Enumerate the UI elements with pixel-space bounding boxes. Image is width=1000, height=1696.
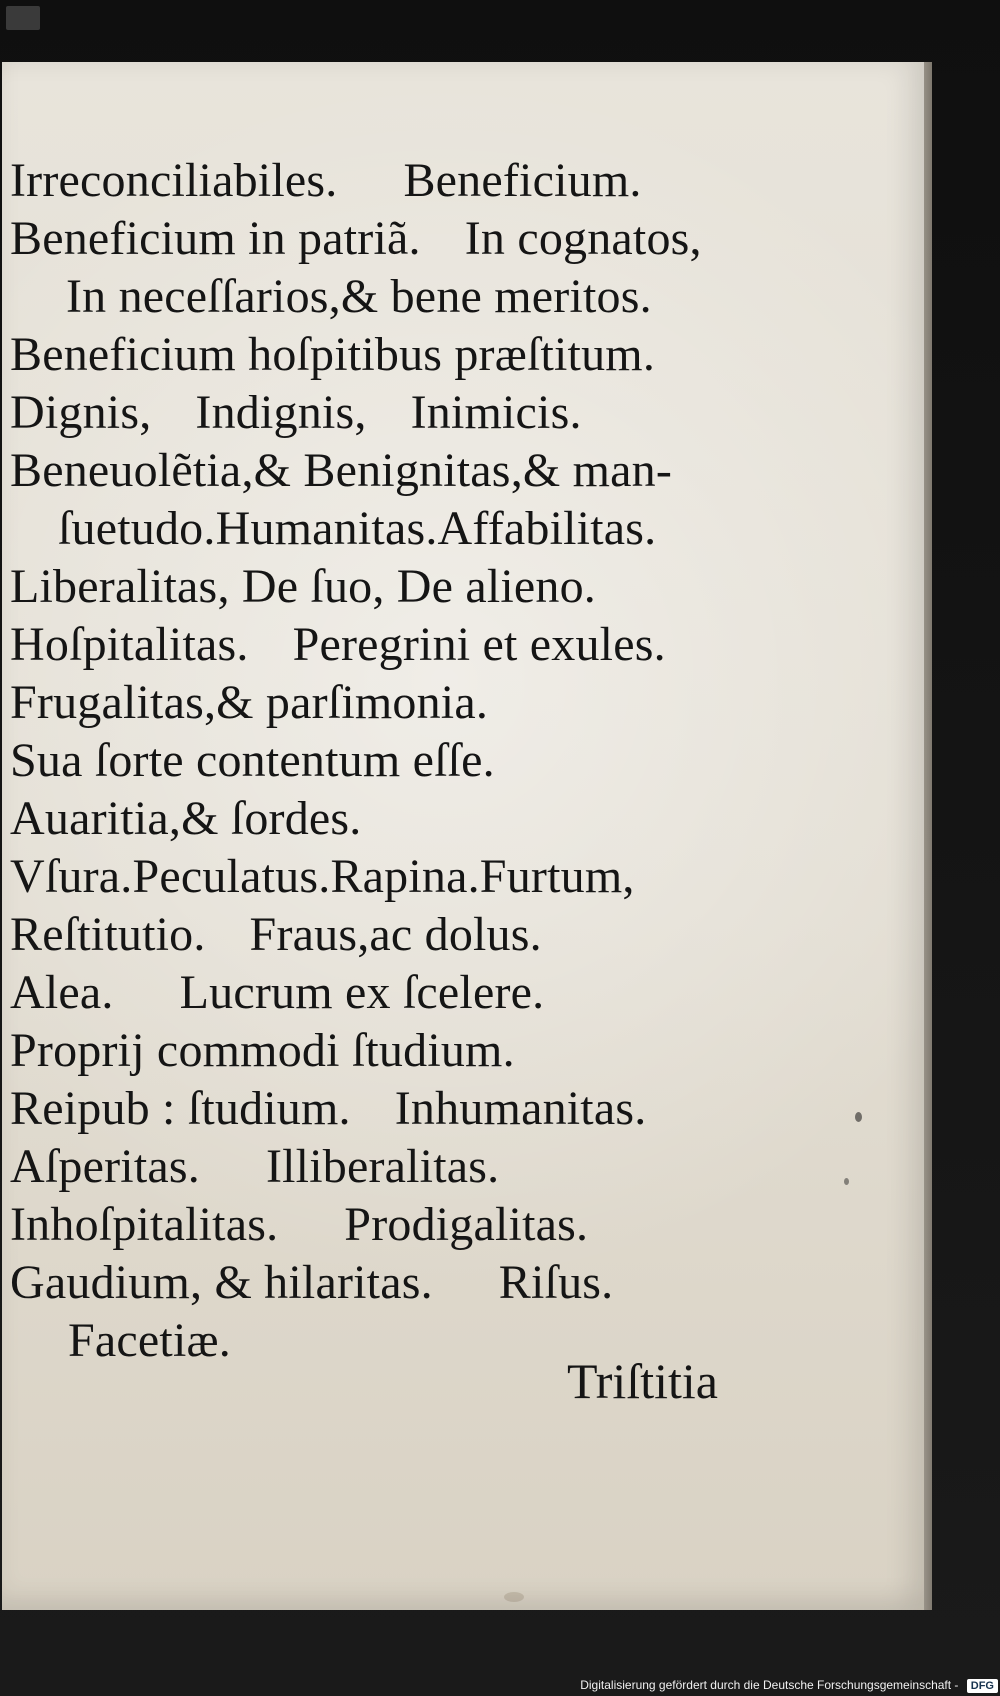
text-line bbox=[10, 1080, 770, 1138]
text-segment: Gaudium, & hilaritas. bbox=[10, 1256, 433, 1309]
book-page bbox=[2, 62, 924, 1610]
text-segment: Inimicis. bbox=[410, 386, 582, 439]
text-line bbox=[10, 442, 770, 500]
page-text bbox=[10, 152, 770, 1370]
text-line bbox=[10, 848, 770, 906]
text-segment: Beneficium in patriã. bbox=[10, 212, 421, 265]
text-segment: Lucrum ex ſcelere. bbox=[179, 966, 545, 1019]
text-segment: Reipub : ſtudium. bbox=[10, 1082, 351, 1135]
digitization-footer: Digitalisierung gefördert durch die Deutsche Forschungsgemeinschaft - DFG bbox=[538, 1675, 998, 1695]
text-line bbox=[10, 558, 770, 616]
text-segment: Beneficium. bbox=[403, 154, 642, 207]
text-segment: Fraus,ac dolus. bbox=[249, 908, 542, 961]
text-segment: Inhumanitas. bbox=[394, 1082, 647, 1135]
text-line bbox=[10, 384, 770, 442]
text-segment: ſuetudo.Humanitas.Affabilitas. bbox=[58, 502, 657, 555]
text-line bbox=[10, 500, 770, 558]
text-segment: Peregrini et exules. bbox=[292, 618, 666, 671]
text-line bbox=[10, 268, 770, 326]
catchword: Triſtitia bbox=[567, 1353, 718, 1409]
text-line bbox=[10, 732, 770, 790]
text-segment: In neceſſarios,& bene meritos. bbox=[66, 270, 652, 323]
paper-stain bbox=[504, 1592, 524, 1602]
ink-dot bbox=[855, 1112, 862, 1122]
text-line bbox=[10, 210, 770, 268]
text-line bbox=[10, 152, 770, 210]
text-segment: Dignis, bbox=[10, 386, 152, 439]
text-segment: Beneuolẽtia,& Benignitas,& man‑ bbox=[10, 444, 673, 497]
text-line bbox=[10, 616, 770, 674]
text-segment: Reſtitutio. bbox=[10, 908, 206, 961]
text-segment: Vſura.Peculatus.Rapina.Furtum, bbox=[10, 850, 635, 903]
scan-corner-mark bbox=[6, 6, 40, 30]
text-line bbox=[10, 326, 770, 384]
text-segment: Alea. bbox=[10, 966, 114, 1019]
text-segment: Illiberalitas. bbox=[265, 1140, 500, 1193]
text-segment: Beneficium hoſpitibus præſtitum. bbox=[10, 328, 656, 381]
text-line bbox=[10, 1022, 770, 1080]
text-segment: Prodigalitas. bbox=[344, 1198, 589, 1251]
text-line bbox=[10, 1196, 770, 1254]
text-line bbox=[10, 1254, 770, 1312]
text-segment: Proprij commodi ſtudium. bbox=[10, 1024, 515, 1077]
text-segment: Auaritia,& ſordes. bbox=[10, 792, 362, 845]
text-segment: In cognatos, bbox=[464, 212, 702, 265]
text-segment: Hoſpitalitas. bbox=[10, 618, 249, 671]
text-segment: Liberalitas, De ſuo, De alieno. bbox=[10, 560, 596, 613]
ink-dot bbox=[844, 1178, 849, 1185]
text-line bbox=[10, 1138, 770, 1196]
text-segment: Irreconciliabiles. bbox=[10, 154, 338, 207]
footer-text: Digitalisierung gefördert durch die Deutsche Forschungsgemeinschaft bbox=[580, 1678, 952, 1692]
text-segment: Facetiæ. bbox=[68, 1314, 231, 1367]
text-segment: Indignis, bbox=[195, 386, 367, 439]
text-segment: Riſus. bbox=[498, 1256, 614, 1309]
text-line bbox=[10, 674, 770, 732]
text-segment: Frugalitas,& parſimonia. bbox=[10, 676, 489, 729]
text-line bbox=[10, 790, 770, 848]
dfg-logo: DFG bbox=[967, 1679, 998, 1693]
text-segment: Sua ſorte contentum eſſe. bbox=[10, 734, 495, 787]
text-line bbox=[10, 964, 770, 1022]
text-segment: Inhoſpitalitas. bbox=[10, 1198, 279, 1251]
text-segment: Aſperitas. bbox=[10, 1140, 200, 1193]
text-line bbox=[10, 906, 770, 964]
